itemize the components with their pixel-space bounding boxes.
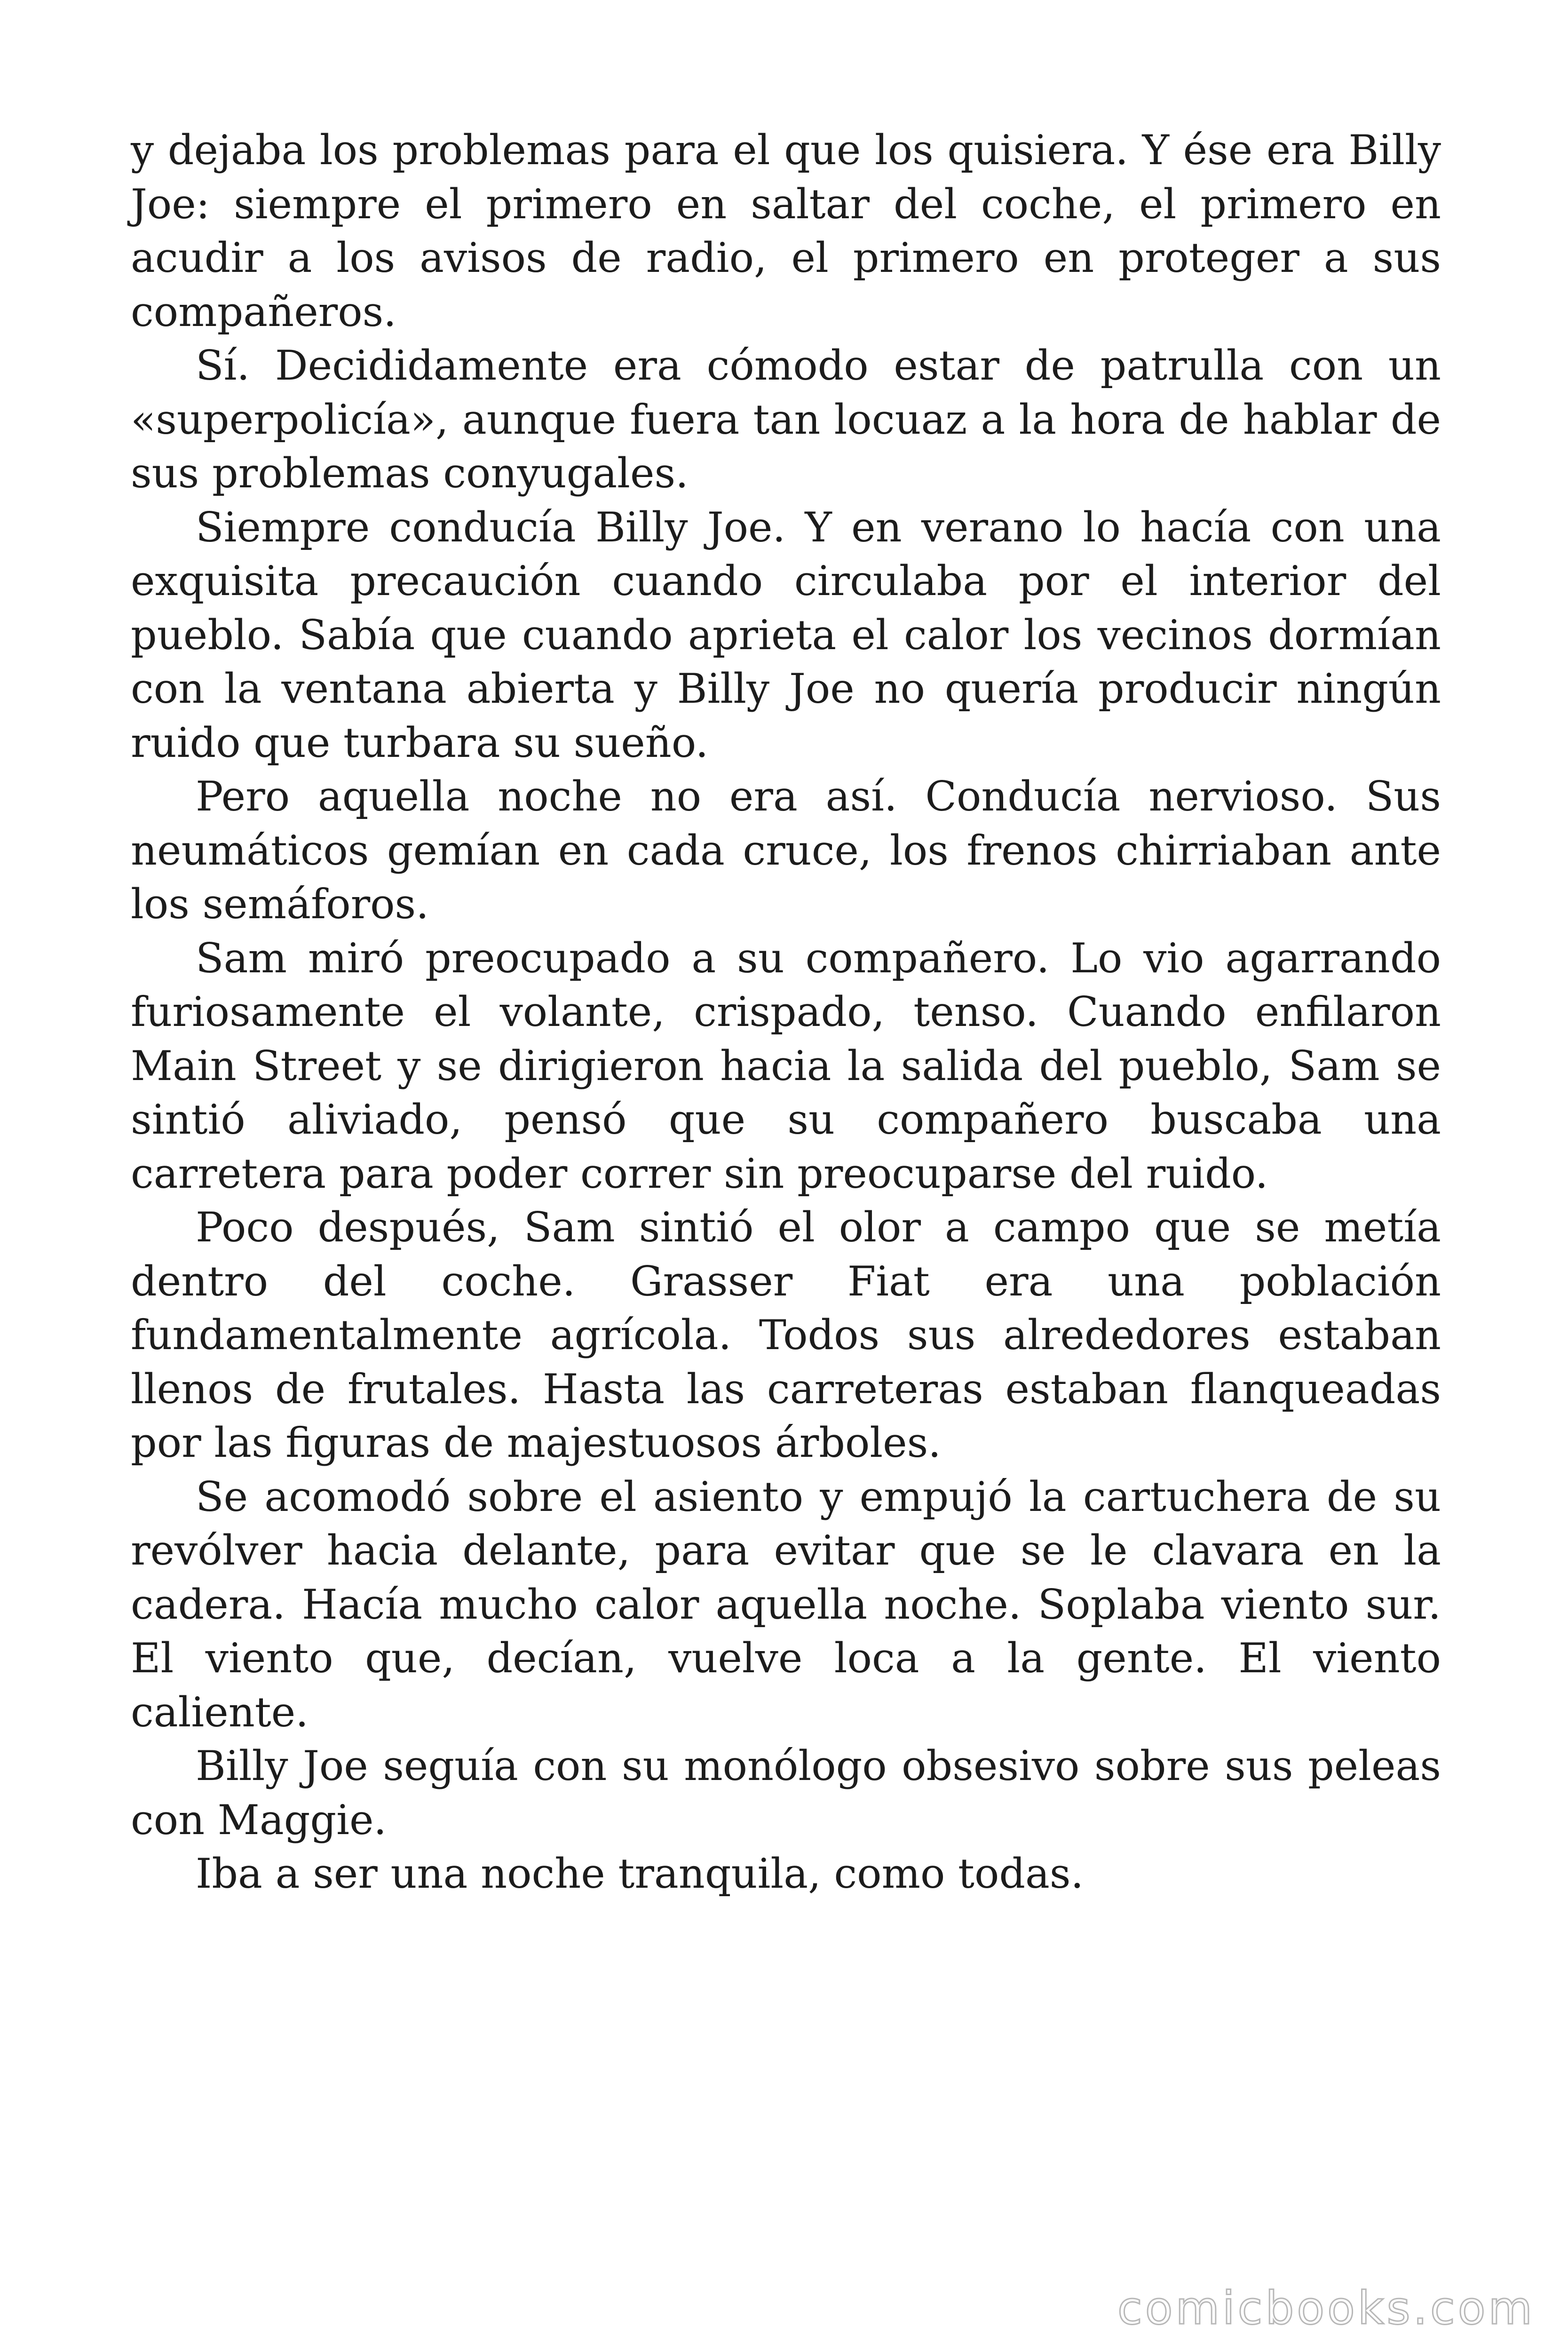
paragraph-6: Poco después, Sam sintió el olor a campo que se metía dentro del coche. Grasser Fiat era una población fundamentalmente agrícola. Todos sus alrededores estaban llenos de frutales. Hasta las carreteras estaban flanqueadas por las figuras de majestuosos árboles. [131, 1203, 1441, 1467]
paragraph-2: Sí. Decididamente era cómodo estar de patrulla con un «superpolicía», aunque fuera tan locuaz a la hora de hablar de sus problemas conyugales. [131, 342, 1441, 497]
paragraph-4: Pero aquella noche no era así. Conducía nervioso. Sus neumáticos gemían en cada cruce, los frenos chirriaban ante los semáforos. [131, 772, 1441, 928]
paragraph-3: Siempre conducía Billy Joe. Y en verano lo hacía con una exquisita precaución cuando circulaba por el interior del pueblo. Sabía que cuando aprieta el calor los vecinos dormían con la ventana abierta y Billy Joe no quería producir ningún ruido que turbara su sueño. [131, 503, 1441, 767]
paragraph-8: Billy Joe seguía con su monólogo obsesivo sobre sus peleas con Maggie. [131, 1742, 1441, 1844]
paragraph-7: Se acomodó sobre el asiento y empujó la cartuchera de su revólver hacia delante, para evitar que se le clavara en la cadera. Hacía mucho calor aquella noche. Soplaba viento sur. El viento que, decían, vuelve loca a la gente. El viento caliente. [131, 1472, 1441, 1736]
paragraph-5: Sam miró preocupado a su compañero. Lo vio agarrando furiosamente el volante, crispado, tenso. Cuando enfilaron Main Street y se dirigieron hacia la salida del pueblo, Sam se sintió aliviado, pensó que su compañero buscaba una carretera para poder correr sin preocuparse del ruido. [131, 934, 1441, 1198]
watermark: comicbooks.com [1117, 2282, 1535, 2335]
body-text [131, 123, 1441, 1901]
paragraph-1: y dejaba los problemas para el que los quisiera. Y ése era Billy Joe: siempre el primero en saltar del coche, el primero en acudir a los avisos de radio, el primero en proteger a sus compañeros. [131, 126, 1441, 336]
paragraph-9: Iba a ser una noche tranquila, como todas. [196, 1850, 1084, 1898]
